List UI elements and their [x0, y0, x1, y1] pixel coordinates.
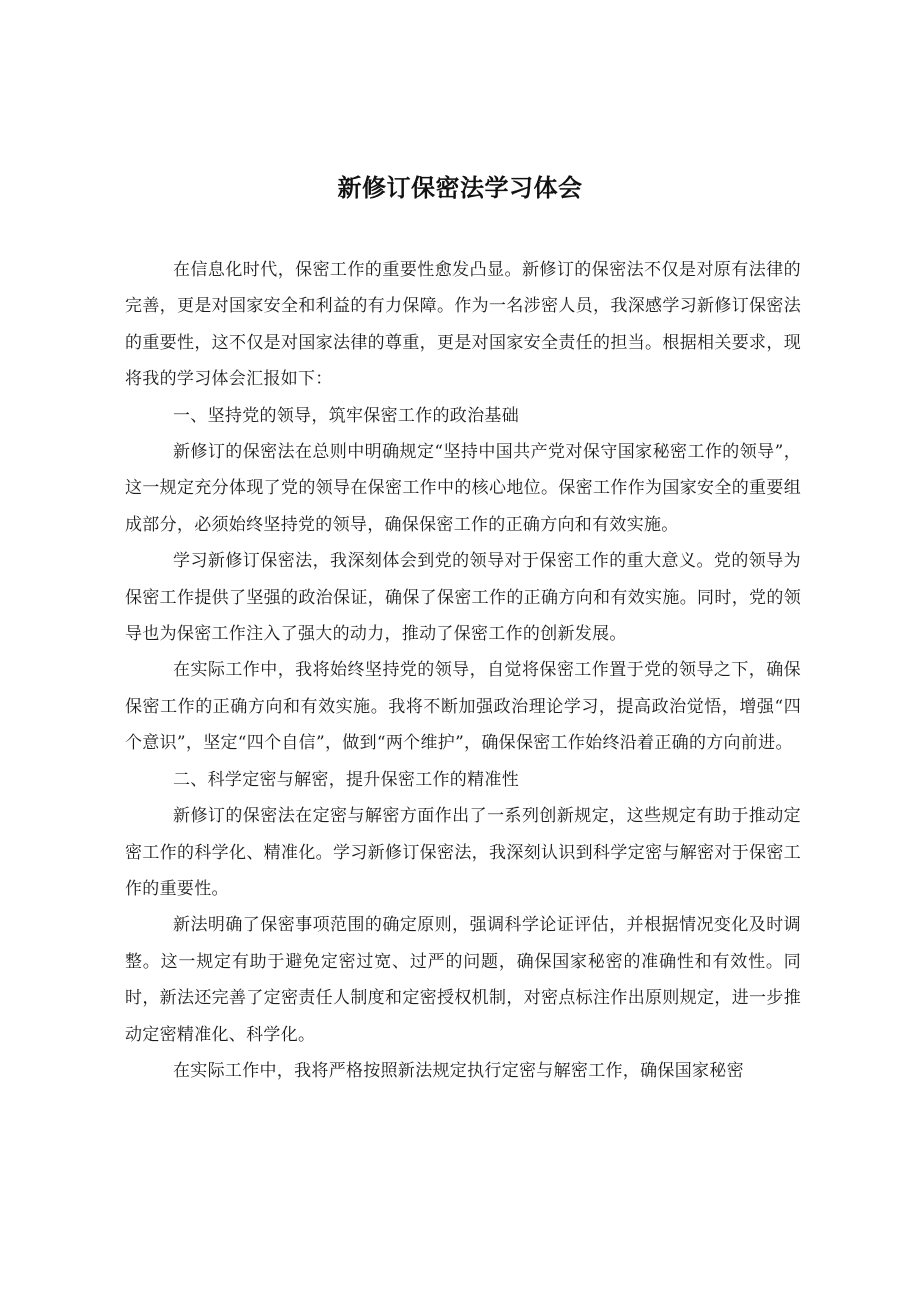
paragraph: 新法明确了保密事项范围的确定原则，强调科学论证评估，并根据情况变化及时调整。这一规定有助于避免定密过宽、过严的问题，确保国家秘密的准确性和有效性。同时，新法还完善了定密责任人制度和定密授权机制，对密点标注作出原则规定，进一步推动定密精准化、科学化。 — [125, 915, 801, 1045]
paragraph: 新修订的保密法在定密与解密方面作出了一系列创新规定，这些规定有助于推动定密工作的科学化、精准化。学习新修订保密法，我深刻认识到科学定密与解密对于保密工作的重要性。 — [125, 806, 801, 899]
section-heading-1: 一、坚持党的领导，筑牢保密工作的政治基础 — [173, 405, 519, 426]
paragraph: 在实际工作中，我将严格按照新法规定执行定密与解密工作，确保国家秘密 — [173, 1060, 744, 1081]
paragraph: 新修订的保密法在总则中明确规定“坚持中国共产党对保守国家秘密工作的领导”，这一规定充分体现了党的领导在保密工作中的核心地位。保密工作作为国家安全的重要组成部分，必须始终坚持党的领导，确保保密工作的正确方向和有效实施。 — [125, 442, 801, 535]
document-body — [125, 252, 801, 1089]
paragraph-intro: 在信息化时代，保密工作的重要性愈发凸显。新修订的保密法不仅是对原有法律的完善，更是对国家安全和利益的有力保障。作为一名涉密人员，我深感学习新修订保密法的重要性，这不仅是对国家法律的尊重，更是对国家安全责任的担当。根据相关要求，现将我的学习体会汇报如下： — [125, 260, 801, 390]
document-title: 新修订保密法学习体会 — [337, 174, 583, 202]
section-heading-2: 二、科学定密与解密，提升保密工作的精准性 — [173, 769, 519, 790]
paragraph: 学习新修订保密法，我深刻体会到党的领导对于保密工作的重大意义。党的领导为保密工作提供了坚强的政治保证，确保了保密工作的正确方向和有效实施。同时，党的领导也为保密工作注入了强大的动力，推动了保密工作的创新发展。 — [125, 551, 801, 645]
paragraph: 在实际工作中，我将始终坚持党的领导，自觉将保密工作置于党的领导之下，确保保密工作的正确方向和有效实施。我将不断加强政治理论学习，提高政治觉悟，增强“四个意识”，坚定“四个自信”，做到“两个维护”，确保保密工作始终沿着正确的方向前进。 — [125, 660, 801, 754]
